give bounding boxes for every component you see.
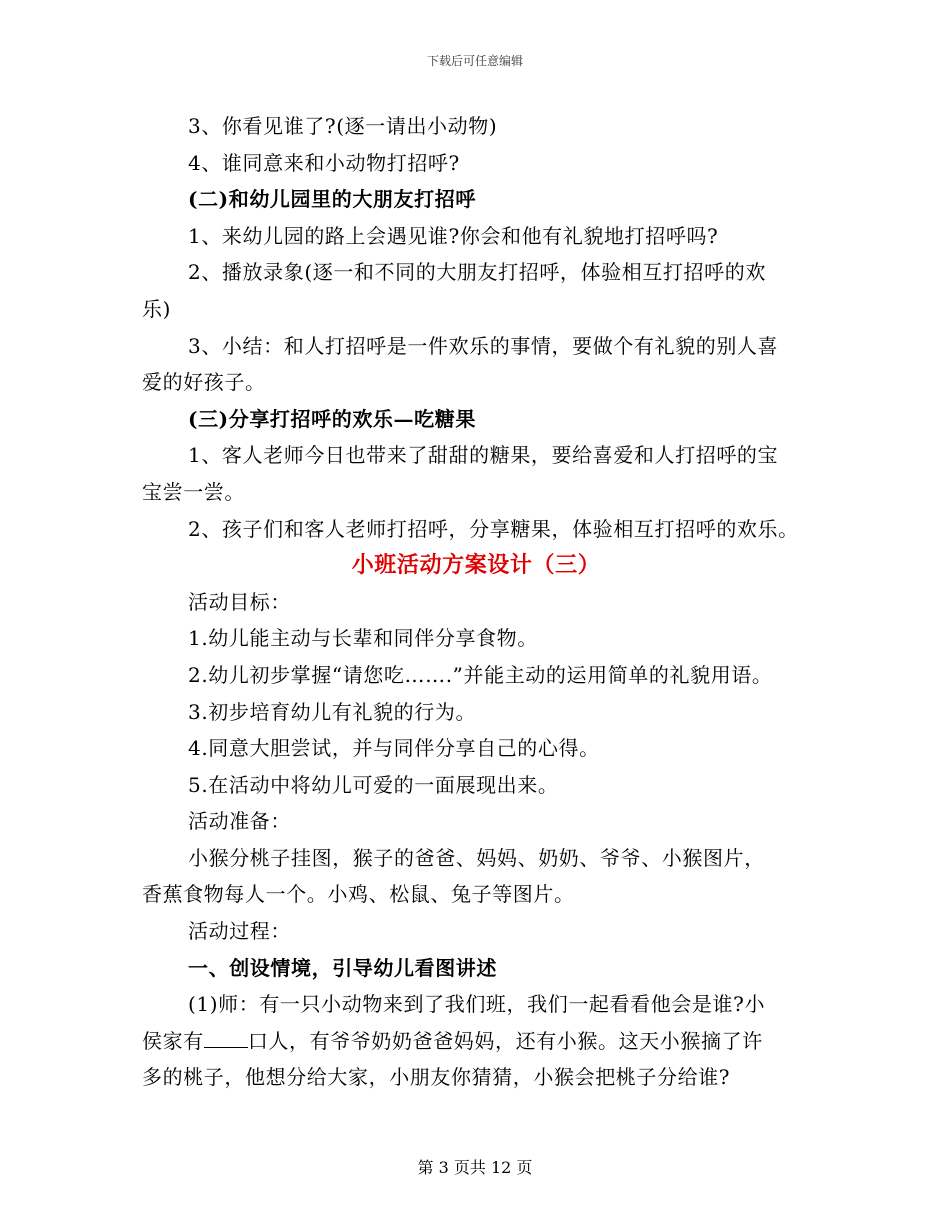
text-line: 活动目标： <box>188 589 291 614</box>
blank-line-before: 侯家有 <box>142 1028 204 1053</box>
paragraph-block-1 <box>142 108 810 547</box>
text-line: 3、你看见谁了?(逐一请出小动物) <box>188 114 498 138</box>
document-body <box>142 108 810 1096</box>
text-line: 宝尝一尝。 <box>142 479 245 504</box>
text-line: 活动过程： <box>188 919 291 944</box>
text-line: 2.幼儿初步掌握“请您吃…….”并能主动的运用简单的礼貌用语。 <box>188 662 773 687</box>
text-line: (三)分享打招呼的欢乐—吃糖果 <box>188 406 476 431</box>
text-line: 4.同意大胆尝试，并与同伴分享自己的心得。 <box>188 736 600 761</box>
text-line-last: 多的桃子，他想分给大家，小朋友你猜猜，小猴会把桃子分给谁? <box>142 1065 731 1090</box>
section-title: 小班活动方案设计（三） <box>351 552 601 579</box>
paragraph-block-2 <box>142 584 810 1023</box>
blank-line-after: 口人，有爷爷奶奶爸爸妈妈，还有小猴。这天小猴摘了许 <box>247 1028 763 1053</box>
text-line: (1)师：有一只小动物来到了我们班，我们一起看看他会是谁?小 <box>188 992 766 1017</box>
text-line: 2、播放录象(逐一和不同的大朋友打招呼，体验相互打招呼的欢 <box>188 260 766 285</box>
text-line: 1、来幼儿园的路上会遇见谁?你会和他有礼貌地打招呼吗? <box>188 223 719 248</box>
text-line: 香蕉食物每人一个。小鸡、松鼠、兔子等图片。 <box>142 882 575 907</box>
text-line: 1、客人老师今日也带来了甜甜的糖果，要给喜爱和人打招呼的宝 <box>188 443 779 468</box>
text-line: 2、孩子们和客人老师打招呼，分享糖果，体验相互打招呼的欢乐。 <box>188 516 799 541</box>
text-line: 一、创设情境，引导幼儿看图讲述 <box>188 955 497 980</box>
page-header: 下载后可任意编辑 <box>426 54 523 68</box>
text-line: 活动准备： <box>188 809 291 834</box>
page-footer: 第 3 页共 12 页 <box>417 1158 533 1177</box>
text-line: 4、谁同意来和小动物打招呼? <box>188 150 460 175</box>
text-line: 3、小结：和人打招呼是一件欢乐的事情，要做个有礼貌的别人喜 <box>188 333 779 358</box>
text-line: 乐) <box>142 296 172 321</box>
text-line: 1.幼儿能主动与长辈和同伴分享食物。 <box>188 626 538 651</box>
text-line: (二)和幼儿园里的大朋友打招呼 <box>188 187 476 212</box>
text-line: 3.初步培育幼儿有礼貌的行为。 <box>188 699 477 724</box>
text-line: 小猴分桃子挂图，猴子的爸爸、妈妈、奶奶、爷爷、小猴图片， <box>188 845 765 870</box>
fill-in-blank <box>204 1046 248 1048</box>
text-line: 爱的好孩子。 <box>142 370 266 395</box>
text-line: 5.在活动中将幼儿可爱的一面展现出来。 <box>188 772 559 797</box>
text-line-blank <box>142 1023 810 1060</box>
